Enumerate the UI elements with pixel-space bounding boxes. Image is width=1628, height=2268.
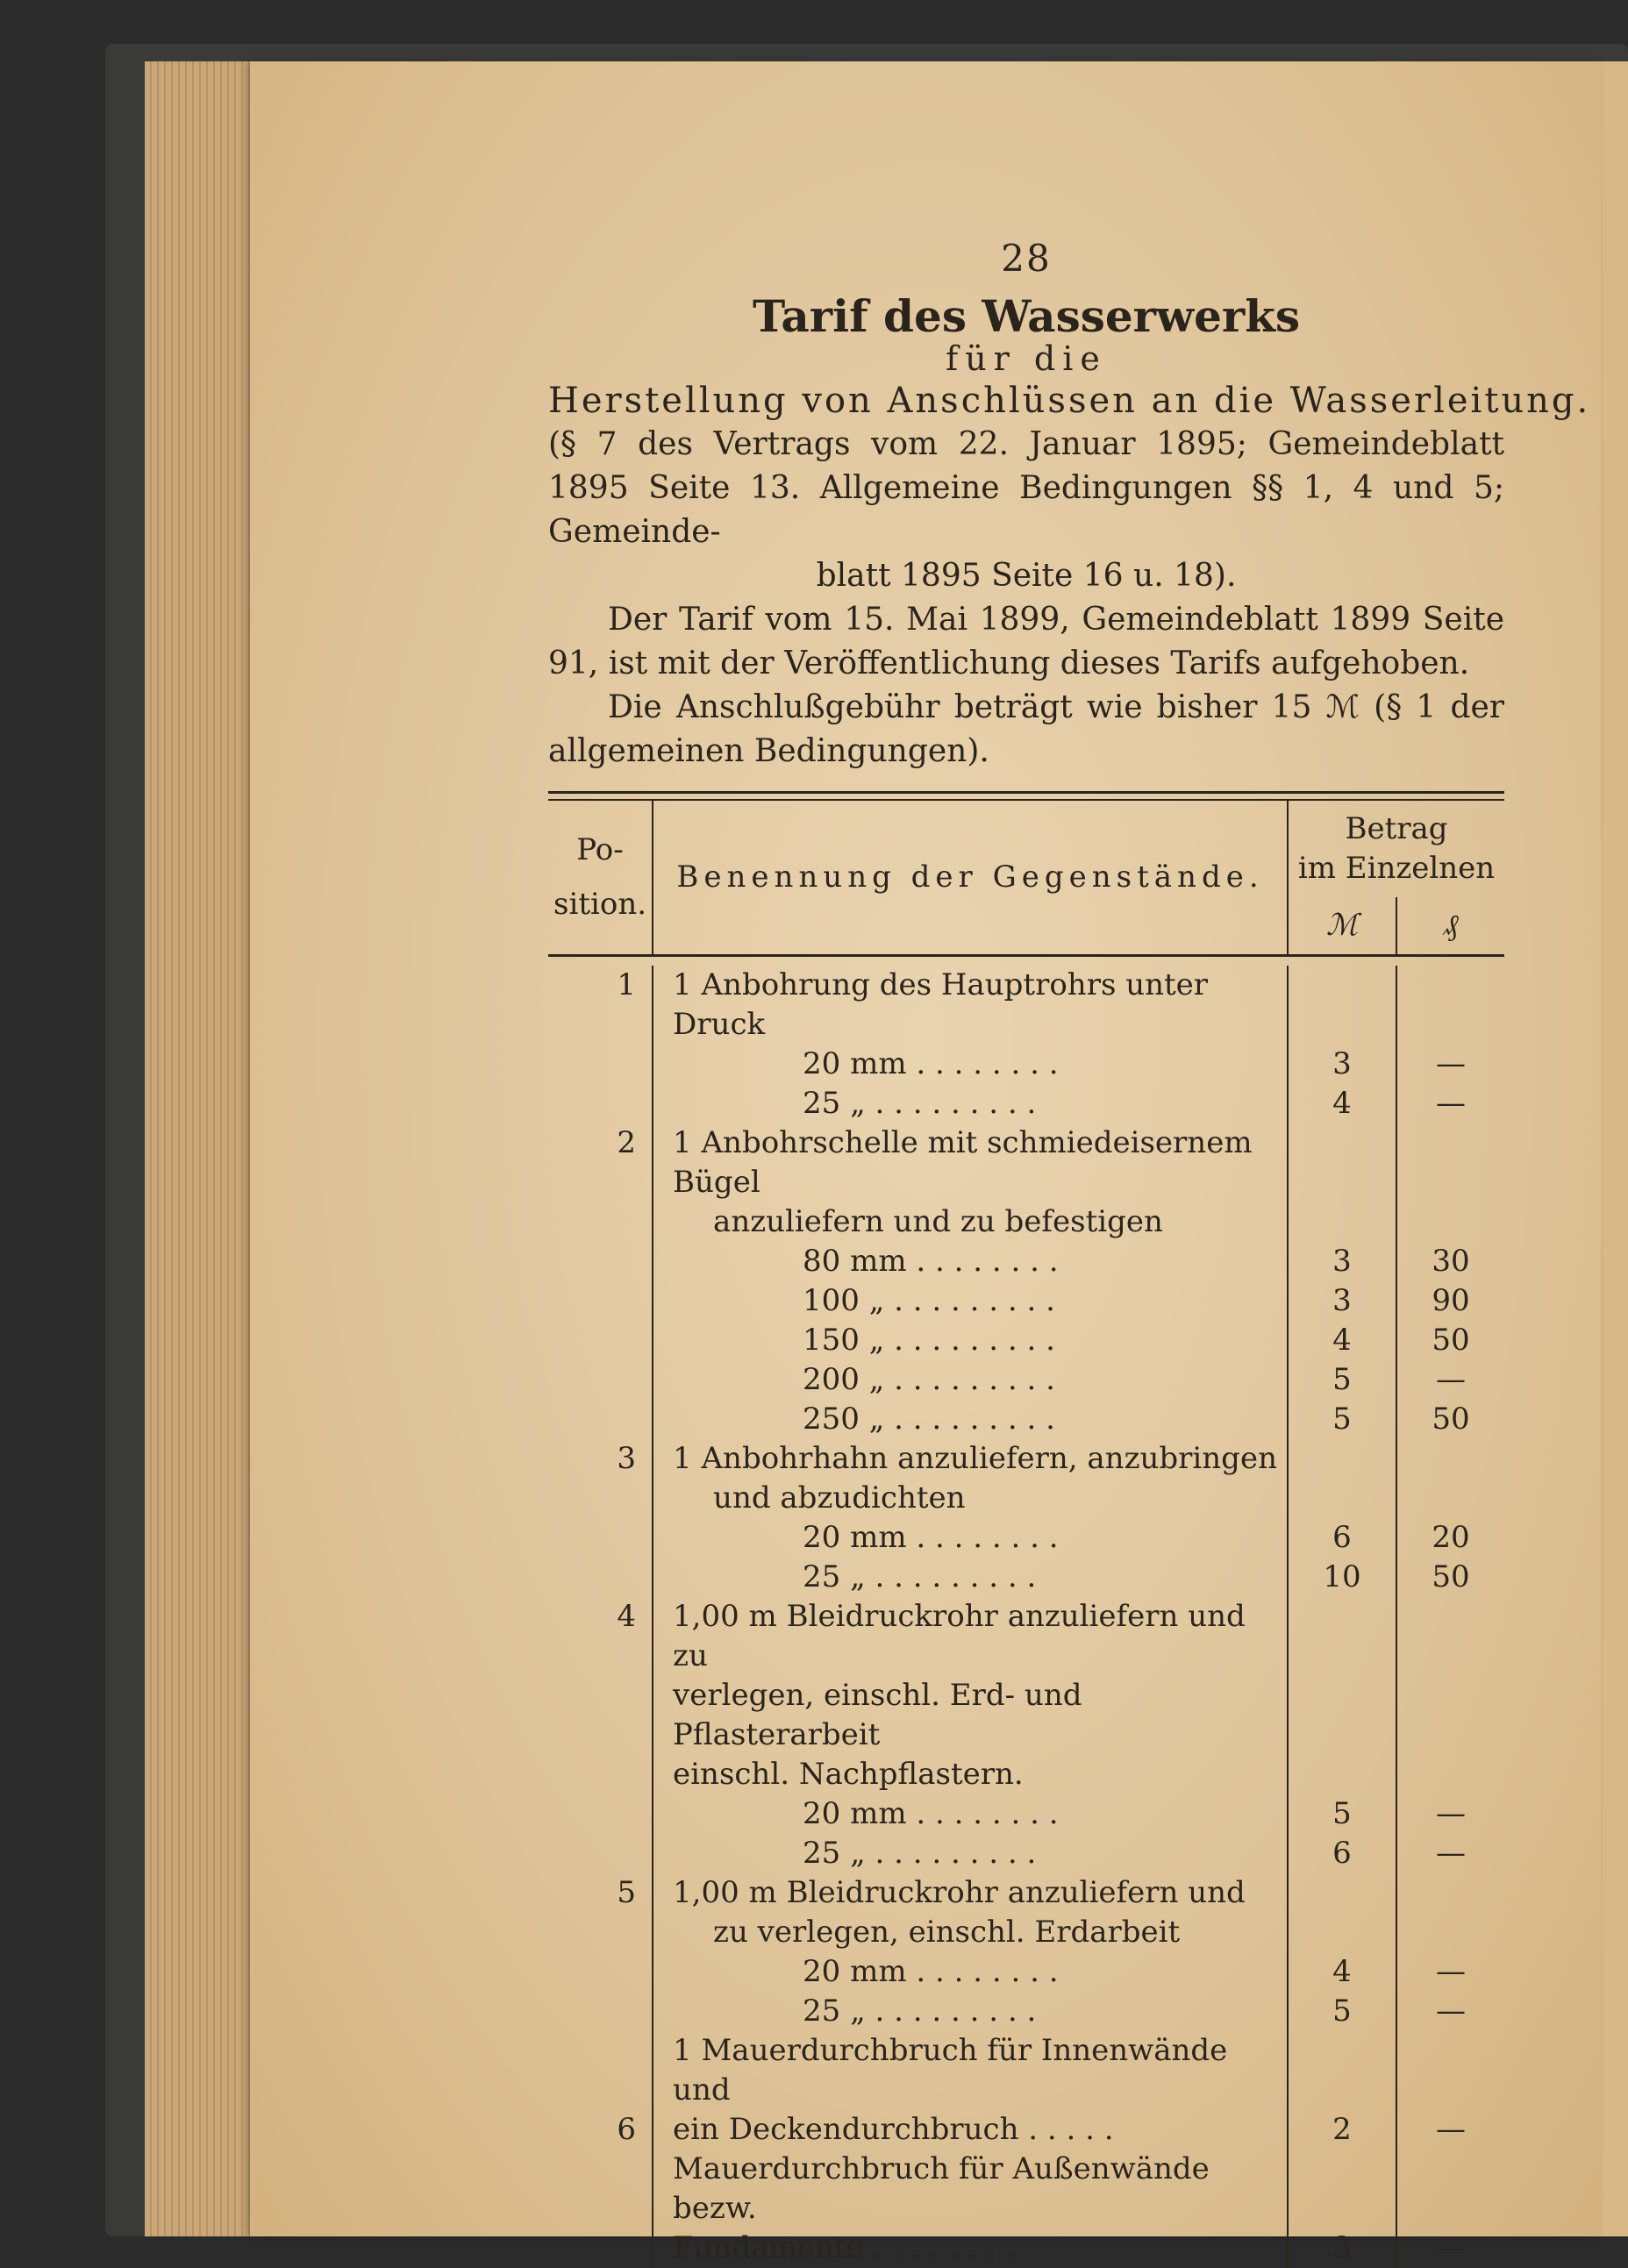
table-row [548,2110,1504,2150]
row-description: 20 mm . . . . . . . . [653,1518,1288,1558]
row-amount-mark [1288,1479,1396,1518]
row-amount-pfennig: 90 [1432,1282,1470,1318]
table-row [548,1873,1504,1913]
row-description: 1,00 m Bleidruckrohr anzuliefern und [653,1873,1288,1913]
row-amount-pfennig [1396,1202,1504,1242]
table-row [548,1834,1504,1873]
row-amount-mark [1288,966,1396,1045]
table-row [548,1479,1504,1518]
row-description: 200 „ . . . . . . . . . [653,1360,1288,1400]
row-description: 1 Anbohrung des Hauptrohrs unter Druck [653,966,1288,1045]
row-amount-mark [1288,1913,1396,1952]
row-amount-pfennig [1396,1439,1504,1479]
table-row [548,1321,1504,1360]
row-amount-pfennig [1396,1873,1504,1913]
table-row [548,1676,1504,1755]
header-unit-pfennig: ₰ [1443,907,1459,943]
row-description: 25 „ . . . . . . . . . [653,1834,1288,1873]
row-position [548,1755,653,1794]
table-row [548,2229,1504,2268]
table-row [548,1084,1504,1123]
row-amount-mark: 3 [1288,1281,1396,1321]
row-position [548,1321,653,1360]
row-description: einschl. Nachpflastern. [653,1755,1288,1794]
row-amount-pfennig [1396,1123,1504,1202]
document-subtitle: für die [946,339,1107,378]
row-amount-mark: 4 [1288,1084,1396,1123]
row-amount-pfennig: 20 [1432,1519,1470,1555]
header-benennung: Benennung der Gegenstände. [653,801,1288,956]
row-description: 1 Anbohrschelle mit schmiedeisernem Bügel [653,1123,1288,1202]
row-position [548,1913,653,1952]
row-amount-mark [1288,1202,1396,1242]
row-position [548,2031,653,2110]
row-amount-mark: 6 [1288,1834,1396,1873]
row-amount-pfennig: — [1436,1993,1466,2029]
row-position [548,1281,653,1321]
table-row [548,1913,1504,1952]
row-amount-pfennig [1396,2031,1504,2110]
page-content [548,237,1591,2268]
document-title: Tarif des Wasserwerks [752,290,1301,342]
row-amount-pfennig: — [1436,1795,1466,1831]
top-rule [548,791,1504,794]
header-position-line1: Po- [576,832,624,868]
row-description: 150 „ . . . . . . . . . [653,1321,1288,1360]
row-amount-mark: 10 [1288,1558,1396,1597]
row-amount-mark [1288,1755,1396,1794]
row-amount-pfennig [1396,1479,1504,1518]
row-position: 4 [548,1597,653,1676]
row-amount-mark [1288,1439,1396,1479]
row-amount-pfennig: — [1436,1045,1466,1081]
row-description: 1 Mauerdurchbruch für Innenwände und [653,2031,1288,2110]
row-description: verlegen, einschl. Erd- und Pflasterarbeit [653,1676,1288,1755]
table-row [548,2031,1504,2110]
row-position [548,1400,653,1439]
tariff-table [548,801,1504,2268]
row-position [548,1479,653,1518]
table-row [548,2150,1504,2229]
table-row [548,1360,1504,1400]
row-position [548,1558,653,1597]
row-amount-pfennig: — [1436,1835,1466,1871]
row-position [548,1676,653,1755]
table-row [548,1281,1504,1321]
table-row [548,1597,1504,1676]
row-amount-pfennig: — [1436,1361,1466,1397]
row-amount-mark: 3 [1288,1045,1396,1084]
row-position [548,1242,653,1281]
row-description: und abzudichten [653,1479,1288,1518]
paragraph-references-end: blatt 1895 Seite 16 u. 18). [816,557,1237,594]
row-position [548,1834,653,1873]
row-amount-pfennig [1396,1913,1504,1952]
header-rule [548,955,1504,966]
row-description: anzuliefern und zu befestigen [653,1202,1288,1242]
row-amount-mark: 3 [1288,1242,1396,1281]
row-amount-mark: 5 [1288,1360,1396,1400]
row-amount-pfennig: 50 [1432,1401,1470,1437]
row-position [548,2229,653,2268]
paragraph-references: (§ 7 des Vertrags vom 22. Januar 1895; Gemeindeblatt 1895 Seite 13. Allgemeine Bedingungen §§ 1, 4 und 5; Gemeinde- [548,425,1504,550]
table-row [548,1045,1504,1084]
table-row [548,1952,1504,1992]
table-row [548,1242,1504,1281]
table-row [548,1123,1504,1202]
row-amount-mark [1288,2031,1396,2110]
row-amount-mark: 6 [1288,1518,1396,1558]
header-position-line2: sition. [553,887,647,923]
row-amount-pfennig: — [1436,1085,1466,1121]
row-description: 1 Anbohrhahn anzuliefern, anzubringen [653,1439,1288,1479]
table-row [548,1400,1504,1439]
row-position: 5 [548,1873,653,1913]
paragraph-fee: Die Anschlußgebühr beträgt wie bisher 15 ℳ (§ 1 der allgemeinen Bedingungen). [548,688,1504,769]
row-position [548,1794,653,1834]
header-betrag-line2: im Einzelnen [1297,850,1496,886]
table-row [548,1518,1504,1558]
row-amount-mark [1288,1123,1396,1202]
row-amount-pfennig: 50 [1432,1558,1470,1594]
row-position [548,2150,653,2229]
table-row [548,1439,1504,1479]
row-position [548,1992,653,2031]
row-amount-pfennig [1396,1755,1504,1794]
row-position [548,1952,653,1992]
header-betrag-line1: Betrag [1345,810,1448,846]
row-description: zu verlegen, einschl. Erdarbeit [653,1913,1288,1952]
row-amount-mark: 4 [1288,1321,1396,1360]
table-row [548,1755,1504,1794]
header-betrag [1288,801,1504,897]
row-position: 3 [548,1439,653,1479]
table-row [548,1558,1504,1597]
row-position [548,1518,653,1558]
row-description: 25 „ . . . . . . . . . [653,1084,1288,1123]
row-amount-pfennig: 30 [1432,1243,1470,1279]
row-description: 1,00 m Bleidruckrohr anzuliefern und zu [653,1597,1288,1676]
row-description: 20 mm . . . . . . . . [653,1045,1288,1084]
row-position [548,1360,653,1400]
row-position [548,1084,653,1123]
row-amount-mark [1288,2150,1396,2229]
paragraph-repeal: Der Tarif vom 15. Mai 1899, Gemeindeblatt 1899 Seite 91, ist mit der Veröffentlichung dieses Tarifs aufgehoben. [548,601,1504,681]
table-row [548,1992,1504,2031]
table-row [548,1794,1504,1834]
facing-page-edge [1596,61,1628,2236]
row-description: Mauerdurchbruch für Außenwände bezw. [653,2150,1288,2229]
header-unit-mark: ℳ [1288,897,1396,956]
row-description: 250 „ . . . . . . . . . [653,1400,1288,1439]
row-description: 20 mm . . . . . . . . [653,1794,1288,1834]
document-heading: Herstellung von Anschlüssen an die Wasserleitung. [548,380,1591,421]
row-amount-mark: 4 [1288,1952,1396,1992]
row-amount-pfennig: — [1436,2229,1466,2265]
row-position [548,1045,653,1084]
row-amount-pfennig [1396,1597,1504,1676]
row-amount-mark [1288,1597,1396,1676]
row-description: 20 mm . . . . . . . . [653,1952,1288,1992]
table-row [548,1202,1504,1242]
row-description: 25 „ . . . . . . . . . [653,1558,1288,1597]
row-amount-mark [1288,1676,1396,1755]
row-position: 2 [548,1123,653,1202]
row-description: 100 „ . . . . . . . . . [653,1281,1288,1321]
row-description: ein Deckendurchbruch . . . . . [653,2110,1288,2150]
row-amount-mark [1288,1873,1396,1913]
row-position: 6 [548,2110,653,2150]
row-amount-pfennig [1396,2150,1504,2229]
row-description: 80 mm . . . . . . . . [653,1242,1288,1281]
row-position: 1 [548,966,653,1045]
header-position [548,801,653,956]
page-number: 28 [1001,237,1052,280]
row-amount-mark: 2 [1288,2110,1396,2150]
row-position [548,1202,653,1242]
row-amount-pfennig [1396,1676,1504,1755]
row-amount-pfennig [1396,966,1504,1045]
row-amount-mark: 5 [1288,1992,1396,2031]
row-description: 25 „ . . . . . . . . . [653,1992,1288,2031]
row-amount-mark: 5 [1288,1400,1396,1439]
row-description: Fundamente . . . . . . . . [653,2229,1288,2268]
row-amount-pfennig: 50 [1432,1322,1470,1358]
tariff-body [548,966,1504,2268]
row-amount-pfennig: — [1436,1953,1466,1989]
row-amount-pfennig: — [1436,2111,1466,2147]
row-amount-mark: 3 [1288,2229,1396,2268]
row-amount-mark: 5 [1288,1794,1396,1834]
table-row [548,966,1504,1045]
